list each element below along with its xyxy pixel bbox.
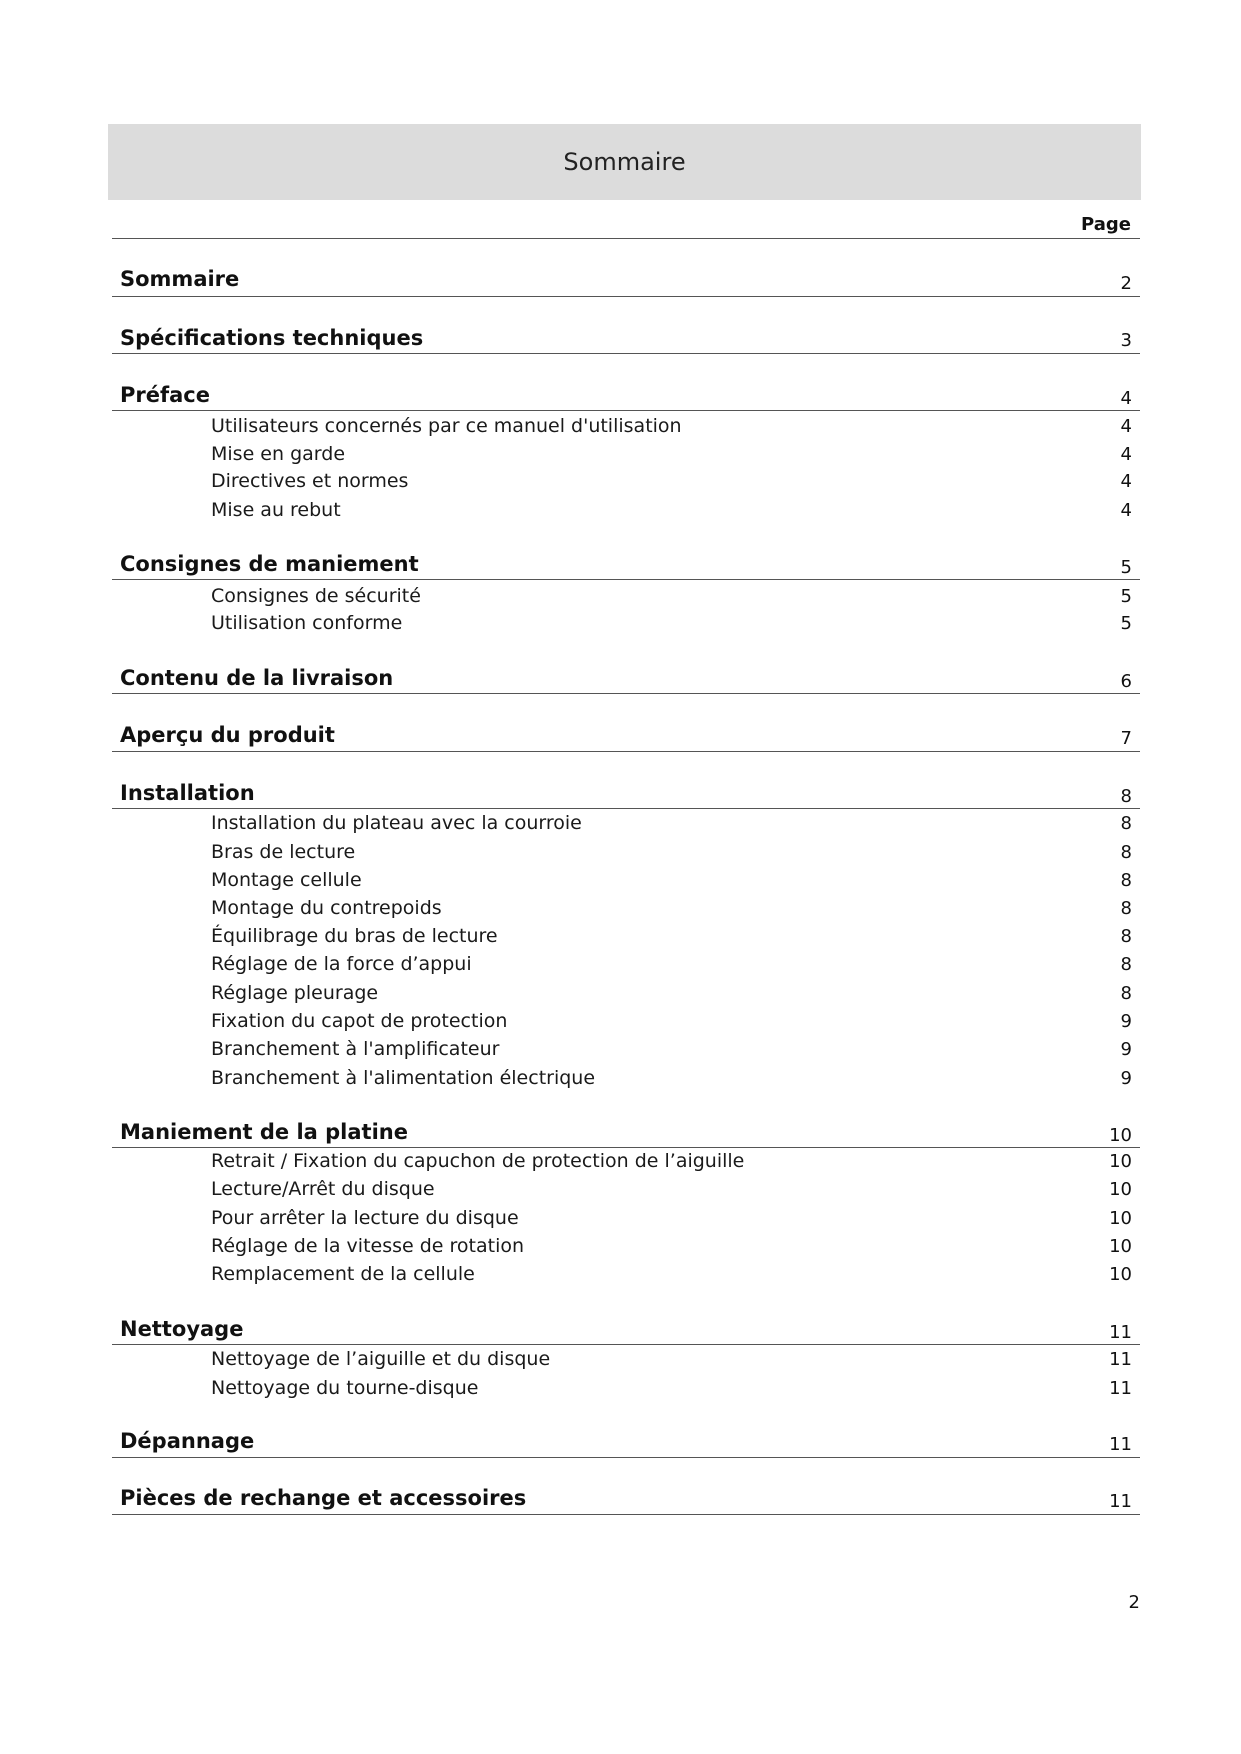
toc-section-label[interactable]: Contenu de la livraison xyxy=(120,666,394,690)
toc-section-page: 5 xyxy=(1120,557,1132,578)
toc-subitem-page: 5 xyxy=(1120,586,1132,607)
toc-subitem-page: 10 xyxy=(1109,1208,1132,1229)
toc-subitem-page: 10 xyxy=(1109,1236,1132,1257)
toc-section-label[interactable]: Consignes de maniement xyxy=(120,552,419,576)
section-rule xyxy=(112,353,1140,354)
toc-section-label[interactable]: Installation xyxy=(120,781,255,805)
toc-subitem-page: 11 xyxy=(1109,1349,1132,1370)
toc-subitem-page: 8 xyxy=(1120,870,1132,891)
toc-subitem-label[interactable]: Remplacement de la cellule xyxy=(211,1263,475,1285)
toc-section-page: 4 xyxy=(1120,388,1132,409)
toc-title: Sommaire xyxy=(563,148,686,176)
toc-section-page: 2 xyxy=(1120,273,1132,294)
toc-subitem-label[interactable]: Retrait / Fixation du capuchon de protection de l’aiguille xyxy=(211,1150,745,1172)
toc-section-label[interactable]: Dépannage xyxy=(120,1429,255,1453)
section-rule xyxy=(112,1344,1140,1345)
toc-section-page: 7 xyxy=(1120,728,1132,749)
section-rule xyxy=(112,579,1140,580)
toc-subitem-page: 9 xyxy=(1120,1011,1132,1032)
toc-title-bar xyxy=(108,124,1141,200)
toc-subitem-page: 10 xyxy=(1109,1179,1132,1200)
toc-subitem-label[interactable]: Équilibrage du bras de lecture xyxy=(211,925,498,947)
toc-subitem-label[interactable]: Fixation du capot de protection xyxy=(211,1010,508,1032)
toc-subitem-page: 8 xyxy=(1120,842,1132,863)
toc-subitem-label[interactable]: Montage du contrepoids xyxy=(211,897,442,919)
toc-subitem-page: 9 xyxy=(1120,1068,1132,1089)
toc-subitem-label[interactable]: Réglage de la force d’appui xyxy=(211,953,472,975)
section-rule xyxy=(112,1457,1140,1458)
toc-subitem-page: 4 xyxy=(1120,444,1132,465)
toc-subitem-page: 5 xyxy=(1120,613,1132,634)
toc-subitem-label[interactable]: Réglage pleurage xyxy=(211,982,379,1004)
toc-subitem-page: 10 xyxy=(1109,1264,1132,1285)
header-rule xyxy=(112,238,1140,239)
toc-subitem-page: 8 xyxy=(1120,926,1132,947)
toc-subitem-page: 4 xyxy=(1120,471,1132,492)
toc-subitem-page: 8 xyxy=(1120,954,1132,975)
toc-section-page: 3 xyxy=(1120,330,1132,351)
toc-subitem-label[interactable]: Branchement à l'amplificateur xyxy=(211,1038,500,1060)
toc-subitem-label[interactable]: Bras de lecture xyxy=(211,841,356,863)
toc-subitem-label[interactable]: Utilisateurs concernés par ce manuel d'utilisation xyxy=(211,415,682,437)
toc-subitem-label[interactable]: Branchement à l'alimentation électrique xyxy=(211,1067,596,1089)
toc-subitem-label[interactable]: Directives et normes xyxy=(211,470,409,492)
toc-subitem-label[interactable]: Mise en garde xyxy=(211,443,346,465)
toc-section-page: 11 xyxy=(1109,1322,1132,1343)
toc-subitem-label[interactable]: Installation du plateau avec la courroie xyxy=(211,812,582,834)
toc-subitem-label[interactable]: Lecture/Arrêt du disque xyxy=(211,1178,435,1200)
section-rule xyxy=(112,296,1140,297)
toc-subitem-page: 8 xyxy=(1120,983,1132,1004)
toc-subitem-page: 8 xyxy=(1120,813,1132,834)
toc-section-page: 6 xyxy=(1120,671,1132,692)
toc-section-label[interactable]: Aperçu du produit xyxy=(120,723,335,747)
page-column-header: Page xyxy=(1081,214,1131,235)
section-rule xyxy=(112,1147,1140,1148)
toc-subitem-page: 4 xyxy=(1120,500,1132,521)
toc-section-label[interactable]: Maniement de la platine xyxy=(120,1120,408,1144)
toc-section-label[interactable]: Sommaire xyxy=(120,267,240,291)
toc-subitem-label[interactable]: Consignes de sécurité xyxy=(211,585,421,607)
toc-section-label[interactable]: Préface xyxy=(120,383,210,407)
toc-section-label[interactable]: Spécifications techniques xyxy=(120,326,424,350)
toc-section-page: 11 xyxy=(1109,1491,1132,1512)
section-rule xyxy=(112,1514,1140,1515)
toc-section-label[interactable]: Pièces de rechange et accessoires xyxy=(120,1486,527,1510)
section-rule xyxy=(112,751,1140,752)
toc-subitem-label[interactable]: Mise au rebut xyxy=(211,499,341,521)
toc-subitem-page: 9 xyxy=(1120,1039,1132,1060)
section-rule xyxy=(112,808,1140,809)
page-number: 2 xyxy=(1128,1592,1140,1613)
toc-section-page: 10 xyxy=(1109,1125,1132,1146)
toc-subitem-label[interactable]: Pour arrêter la lecture du disque xyxy=(211,1207,519,1229)
toc-section-page: 8 xyxy=(1120,786,1132,807)
toc-subitem-label[interactable]: Nettoyage de l’aiguille et du disque xyxy=(211,1348,551,1370)
toc-subitem-label[interactable]: Utilisation conforme xyxy=(211,612,403,634)
toc-subitem-label[interactable]: Montage cellule xyxy=(211,869,362,891)
toc-section-label[interactable]: Nettoyage xyxy=(120,1317,244,1341)
section-rule xyxy=(112,693,1140,694)
toc-section-page: 11 xyxy=(1109,1434,1132,1455)
toc-subitem-label[interactable]: Nettoyage du tourne-disque xyxy=(211,1377,479,1399)
toc-subitem-page: 8 xyxy=(1120,898,1132,919)
toc-subitem-page: 10 xyxy=(1109,1151,1132,1172)
toc-subitem-label[interactable]: Réglage de la vitesse de rotation xyxy=(211,1235,525,1257)
section-rule xyxy=(112,410,1140,411)
toc-subitem-page: 11 xyxy=(1109,1378,1132,1399)
toc-subitem-page: 4 xyxy=(1120,416,1132,437)
